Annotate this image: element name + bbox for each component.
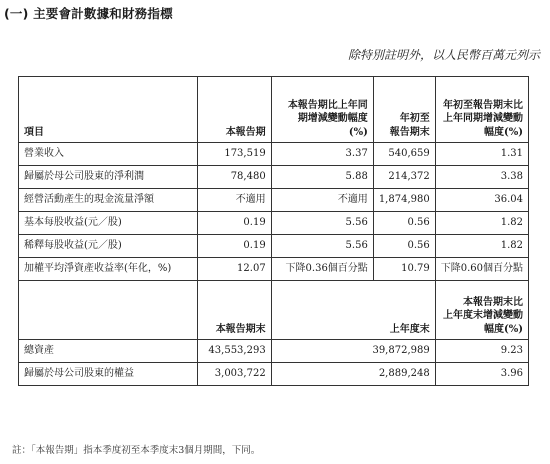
cell-current: 0.19 <box>198 235 272 258</box>
unit-note: 除特別註明外，以人民幣百萬元列示 <box>347 48 540 62</box>
cell-ytd: 540,659 <box>373 143 435 166</box>
footnote: 註：「本報告期」指本季度初至本季度末3個月期間，下同。 <box>12 445 261 456</box>
row-label: 稀釋每股收益(元／股) <box>19 235 198 258</box>
cell-current: 78,480 <box>198 166 272 189</box>
table-row <box>19 189 529 212</box>
cell-change: 9.23 <box>435 340 528 363</box>
header-period-end: 本報告期末 <box>198 281 272 340</box>
row-label: 總資產 <box>19 340 198 363</box>
cell-ytd: 214,372 <box>373 166 435 189</box>
table-row <box>19 235 529 258</box>
header-current-period: 本報告期 <box>198 77 272 143</box>
row-label: 歸屬於母公司股東的淨利潤 <box>19 166 198 189</box>
header-ytd-change: 年初至報告期末比 上年同期增減變動 幅度(%) <box>435 77 528 143</box>
table-row <box>19 258 529 281</box>
header-item: 項目 <box>19 77 198 143</box>
cell-ytd-change: 3.38 <box>435 166 528 189</box>
cell-yoy: 3.37 <box>271 143 373 166</box>
cell-ytd: 0.56 <box>373 212 435 235</box>
cell-prior-year-end: 2,889,248 <box>271 363 435 386</box>
cell-ytd-change: 36.04 <box>435 189 528 212</box>
cell-ytd-change: 1.31 <box>435 143 528 166</box>
table-row <box>19 212 529 235</box>
cell-ytd-change: 下降0.60個百分點 <box>435 258 528 281</box>
header-blank <box>19 281 198 340</box>
header-yoy-change: 本報告期比上年同 期增減變動幅度 (%) <box>271 77 373 143</box>
cell-ytd: 1,874,980 <box>373 189 435 212</box>
row-label: 經營活動產生的現金流量淨額 <box>19 189 198 212</box>
cell-current: 0.19 <box>198 212 272 235</box>
row-label: 營業收入 <box>19 143 198 166</box>
cell-change: 3.96 <box>435 363 528 386</box>
row-label: 基本每股收益(元／股) <box>19 212 198 235</box>
financial-indicators-table <box>18 76 529 386</box>
cell-yoy: 5.56 <box>271 212 373 235</box>
cell-current: 173,519 <box>198 143 272 166</box>
cell-ytd: 10.79 <box>373 258 435 281</box>
cell-current: 12.07 <box>198 258 272 281</box>
cell-yoy: 不適用 <box>271 189 373 212</box>
header-period-end-change: 本報告期末比 上年度末增減變動 幅度(%) <box>435 281 528 340</box>
table-row <box>19 340 529 363</box>
cell-prior-year-end: 39,872,989 <box>271 340 435 363</box>
header-ytd: 年初至 報告期末 <box>373 77 435 143</box>
table-row <box>19 143 529 166</box>
table-row <box>19 166 529 189</box>
table-header-row-2 <box>19 281 529 340</box>
cell-yoy: 5.88 <box>271 166 373 189</box>
row-label: 加權平均淨資產收益率(年化，%) <box>19 258 198 281</box>
cell-ytd-change: 1.82 <box>435 235 528 258</box>
cell-ytd-change: 1.82 <box>435 212 528 235</box>
table-row <box>19 363 529 386</box>
cell-ytd: 0.56 <box>373 235 435 258</box>
cell-yoy: 下降0.36個百分點 <box>271 258 373 281</box>
row-label: 歸屬於母公司股東的權益 <box>19 363 198 386</box>
cell-period-end: 3,003,722 <box>198 363 272 386</box>
cell-period-end: 43,553,293 <box>198 340 272 363</box>
cell-current: 不適用 <box>198 189 272 212</box>
header-prior-year-end: 上年度末 <box>271 281 435 340</box>
table-header-row <box>19 77 529 143</box>
cell-yoy: 5.56 <box>271 235 373 258</box>
section-heading: (一) 主要會計數據和財務指標 <box>4 6 173 21</box>
